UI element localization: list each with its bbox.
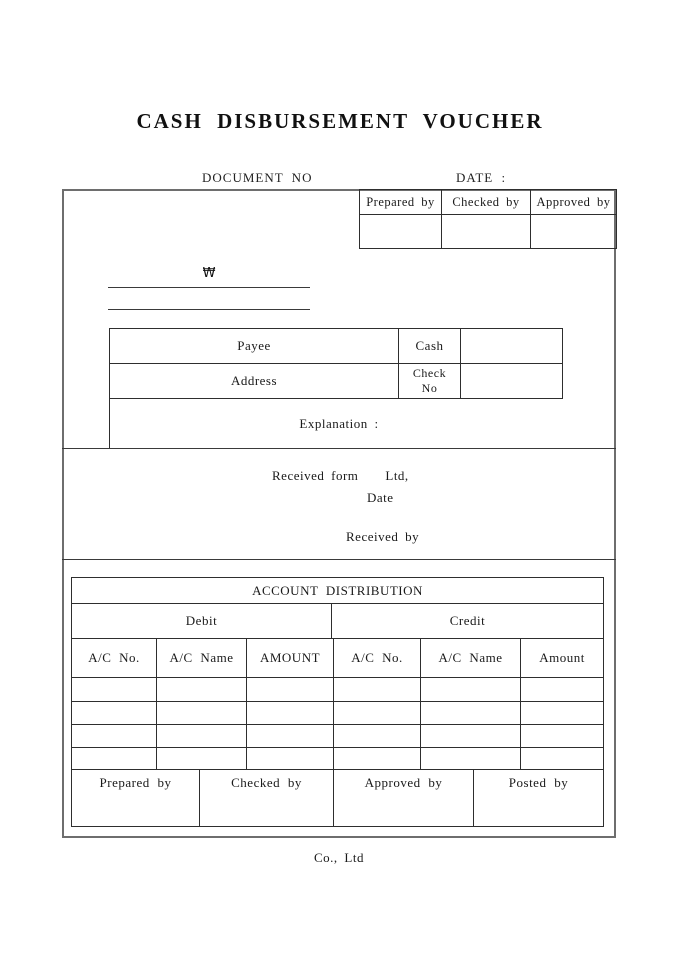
entry-cell[interactable] — [246, 725, 333, 747]
entry-cell[interactable] — [156, 748, 246, 769]
company-name: Co., Ltd — [314, 850, 364, 865]
sig-approved-by[interactable]: Approved by — [333, 770, 473, 826]
entry-cell[interactable] — [72, 702, 156, 724]
entry-cell[interactable] — [520, 702, 603, 724]
credit-section-header: Credit — [331, 604, 603, 638]
date-label: DATE : — [456, 170, 507, 185]
credit-ac-name-header: A/C Name — [420, 639, 520, 677]
check-no-line2: No — [421, 381, 438, 395]
checked-by-header: Checked by — [441, 190, 530, 214]
debit-ac-name-header: A/C Name — [156, 639, 246, 677]
entry-cell[interactable] — [246, 678, 333, 701]
check-no-line1: Check — [412, 366, 447, 380]
sig-prepared-by[interactable]: Prepared by — [99, 775, 172, 790]
entry-cell[interactable] — [156, 702, 246, 724]
received-from-line: Received form Ltd, — [272, 468, 409, 483]
entry-cell[interactable] — [420, 678, 520, 701]
account-distribution-title: ACCOUNT DISTRIBUTION — [252, 582, 423, 598]
sig-checked-by[interactable]: Checked by — [199, 770, 333, 826]
entry-cell[interactable] — [333, 678, 420, 701]
amount-line-1[interactable] — [108, 287, 310, 288]
won-currency-symbol: ₩ — [202, 266, 216, 281]
received-by-label: Received by — [346, 529, 420, 544]
entry-cell[interactable] — [72, 678, 156, 701]
cash-label: Cash — [398, 329, 460, 363]
entry-cell[interactable] — [333, 725, 420, 747]
document-no-label: DOCUMENT NO — [202, 170, 313, 185]
amount-line-2[interactable] — [108, 309, 310, 310]
entry-cell[interactable] — [420, 725, 520, 747]
entry-cell[interactable] — [520, 678, 603, 701]
explanation-label: Explanation : — [299, 416, 379, 431]
top-approvals-header-row — [360, 190, 616, 214]
received-bottom-divider — [62, 559, 616, 560]
approved-by-signature-cell[interactable] — [530, 215, 616, 248]
sig-posted-by[interactable]: Posted by — [473, 770, 603, 826]
debit-amount-header: AMOUNT — [246, 639, 333, 677]
prepared-by-signature-cell[interactable] — [360, 215, 441, 248]
entry-cell[interactable] — [333, 748, 420, 769]
checked-by-signature-cell[interactable] — [441, 215, 530, 248]
entry-cell[interactable] — [520, 725, 603, 747]
explanation-bottom-divider — [62, 448, 616, 449]
check-no-value-cell[interactable] — [460, 364, 562, 398]
received-date-label: Date — [367, 490, 394, 505]
entry-cell[interactable] — [156, 725, 246, 747]
entry-cell[interactable] — [246, 748, 333, 769]
entry-cell[interactable] — [520, 748, 603, 769]
entry-row — [72, 701, 603, 724]
entry-cell[interactable] — [420, 702, 520, 724]
bottom-signature-row — [72, 769, 603, 826]
entry-row — [72, 724, 603, 747]
column-header-row — [72, 638, 603, 677]
debit-section-header: Debit — [185, 613, 218, 628]
top-approvals-table — [359, 189, 617, 249]
account-distribution-table — [71, 577, 604, 827]
payee-table — [109, 328, 563, 399]
address-label: Address — [230, 373, 278, 388]
debit-credit-row — [72, 603, 603, 638]
prepared-by-header: Prepared by — [366, 194, 435, 209]
entry-row — [72, 747, 603, 769]
credit-amount-header: Amount — [520, 639, 603, 677]
entry-cell[interactable] — [333, 702, 420, 724]
entry-cell[interactable] — [156, 678, 246, 701]
check-no-label — [398, 364, 460, 398]
cash-value-cell[interactable] — [460, 329, 562, 363]
payee-label: Payee — [237, 338, 271, 353]
top-approvals-blank-row — [360, 214, 616, 248]
entry-cell[interactable] — [246, 702, 333, 724]
credit-ac-no-header: A/C No. — [333, 639, 420, 677]
entry-cell[interactable] — [72, 748, 156, 769]
entry-row — [72, 677, 603, 701]
debit-ac-no-header: A/C No. — [88, 650, 140, 665]
entry-cell[interactable] — [420, 748, 520, 769]
address-row — [110, 363, 562, 398]
approved-by-header: Approved by — [530, 190, 616, 214]
page-title: CASH DISBURSEMENT VOUCHER — [136, 109, 544, 133]
payee-row — [110, 329, 562, 363]
entry-cell[interactable] — [72, 725, 156, 747]
